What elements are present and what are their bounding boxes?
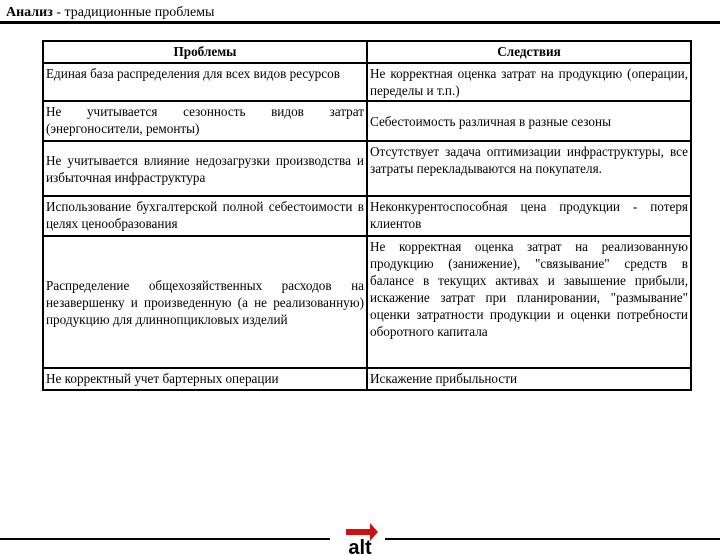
column-header-consequences: Следствия — [367, 41, 691, 63]
problem-cell: Единая база распределения для всех видов ресурсов — [43, 63, 367, 101]
consequence-cell: Не корректная оценка затрат на продукцию (операции, переделы и т.п.) — [367, 63, 691, 101]
problems-table — [42, 40, 692, 391]
logo-text: alt — [348, 537, 372, 555]
problem-cell: Распределение общехозяйственных расходов на незавершенку и произведенную (а не реализованную) продукцию для длиннопцикловых изделий — [43, 236, 367, 368]
table-row — [43, 63, 691, 101]
page-title-bold: Анализ — [6, 5, 53, 20]
problem-cell: Не учитывается сезонность видов затрат (энергоносители, ремонты) — [43, 101, 367, 141]
title-divider — [0, 21, 720, 24]
footer-divider-left — [0, 538, 330, 540]
table-row — [43, 101, 691, 141]
footer-divider-right — [385, 538, 720, 540]
page-title-rest: - традиционные проблемы — [52, 5, 215, 20]
table-row — [43, 236, 691, 368]
alt-logo — [342, 519, 378, 555]
table-header-row — [43, 41, 691, 63]
consequence-cell: Искажение прибыльности — [367, 368, 691, 390]
problem-cell: Использование бухгалтерской полной себестоимости в целях ценообразования — [43, 196, 367, 236]
table-row — [43, 196, 691, 236]
page-title — [6, 4, 214, 22]
consequence-cell: Отсутствует задача оптимизации инфраструктуры, все затраты перекладываются на покупателя. — [367, 141, 691, 196]
table-row — [43, 368, 691, 390]
table-row — [43, 141, 691, 196]
problem-cell: Не корректный учет бартерных операции — [43, 368, 367, 390]
consequence-cell: Неконкурентоспособная цена продукции - потеря клиентов — [367, 196, 691, 236]
consequence-cell: Себестоимость различная в разные сезоны — [367, 101, 691, 141]
column-header-problems: Проблемы — [43, 41, 367, 63]
problem-cell: Не учитывается влияние недозагрузки производства и избыточная инфраструктура — [43, 141, 367, 196]
consequence-cell: Не корректная оценка затрат на реализованную продукцию (занижение), "связывание" средств в балансе в текущих активах и завышение прибыли, искажение затрат при планировании, "размывание" оценки затратности продукции и оценки потребности оборотного капитала — [367, 236, 691, 368]
